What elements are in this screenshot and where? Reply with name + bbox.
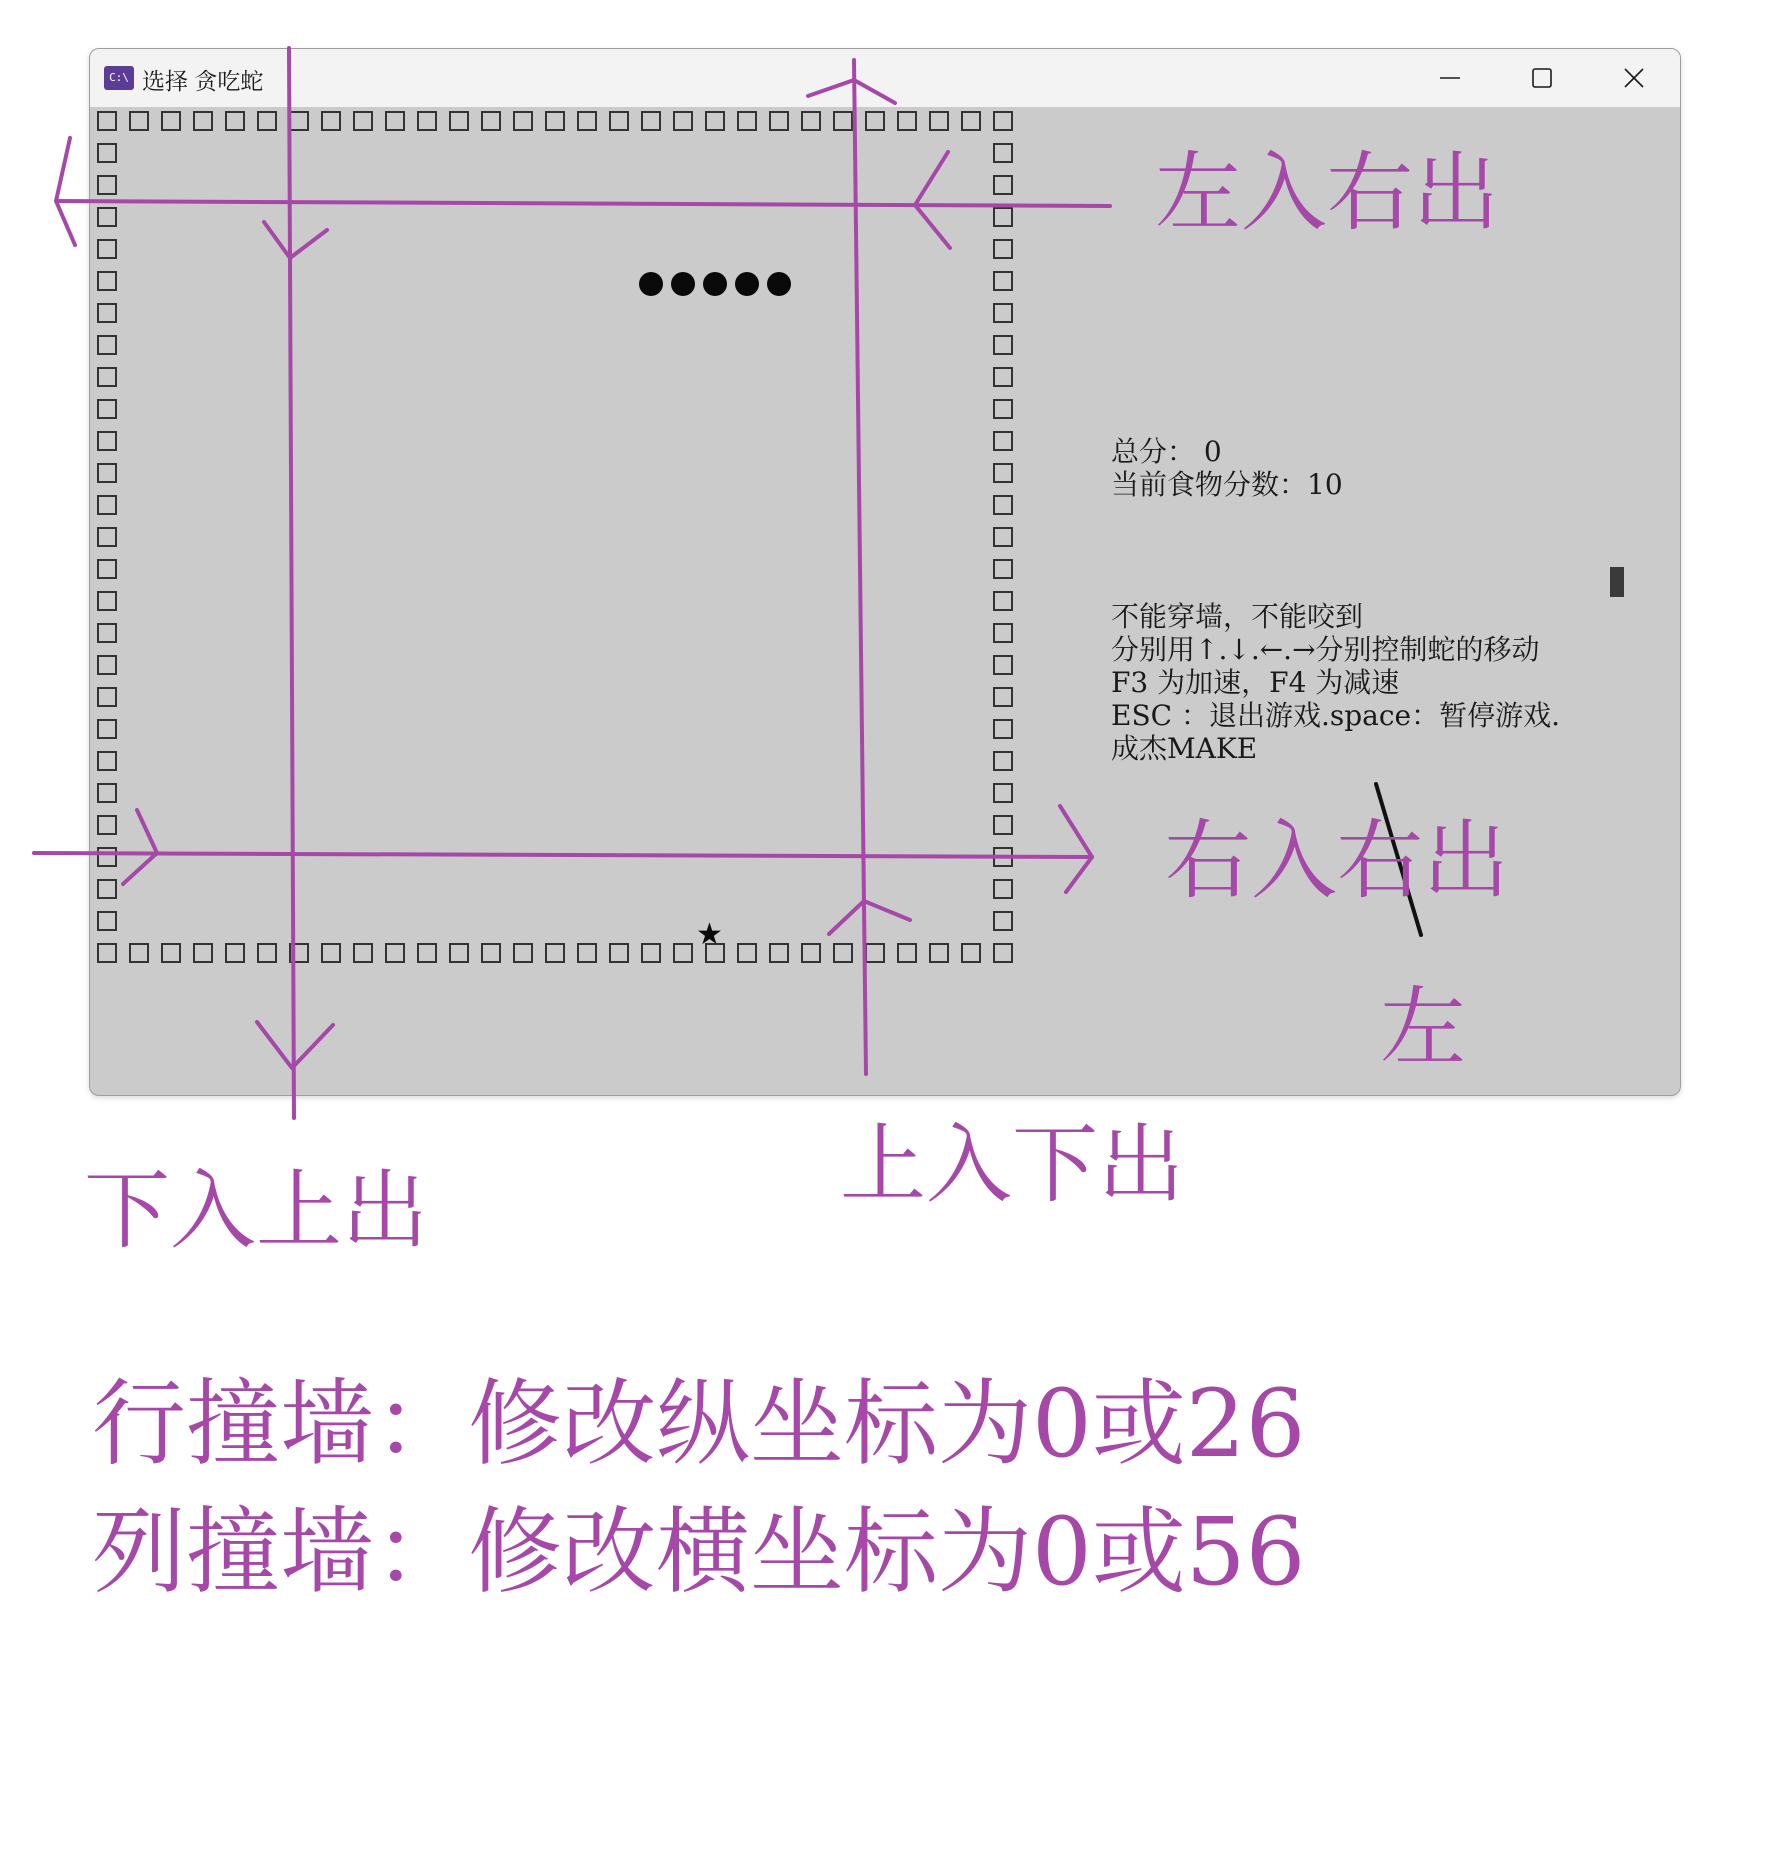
right-arrowhead [1060,806,1092,892]
annotation-line-left [289,48,294,1118]
annotation-rule: 列撞墙：修改横坐标为0或56 [92,1498,1306,1607]
up-arrowhead [829,901,910,934]
up-arrowhead [808,80,895,103]
right-arrowhead [123,810,157,884]
annotation-label: 上入下出 [840,1115,1184,1215]
instruction-line: F3 为加速，F4 为减速 [1111,666,1400,699]
total-score: 总分： 0 [1111,435,1222,468]
annotation-label: 右入右出 [1165,811,1509,911]
instruction-line: 不能穿墙，不能咬到 [1111,600,1364,633]
food-score: 当前食物分数：10 [1111,468,1343,501]
down-arrowhead [264,222,327,258]
left-arrowhead [915,152,950,248]
instruction-line: ESC ：退出游戏.space：暂停游戏. [1111,699,1560,732]
left-arrowhead [56,138,75,245]
annotation-correction: 左 [1380,978,1466,1078]
annotation-line-top [56,201,1110,206]
annotation-line-right [854,60,866,1074]
annotation-line-bottom [34,853,1092,857]
annotation-label: 左入右出 [1155,143,1499,243]
food-star: ★ [696,917,723,952]
annotation-label: 下入上出 [84,1161,428,1261]
window-title: 选择 贪吃蛇 [142,68,264,94]
console-app-icon: C:\ [104,66,134,90]
annotation-rule: 行撞墙：修改纵坐标为0或26 [92,1370,1306,1479]
instruction-line: 分别用↑.↓.←.→分别控制蛇的移动 [1111,633,1540,666]
author-line: 成杰MAKE [1111,732,1258,765]
